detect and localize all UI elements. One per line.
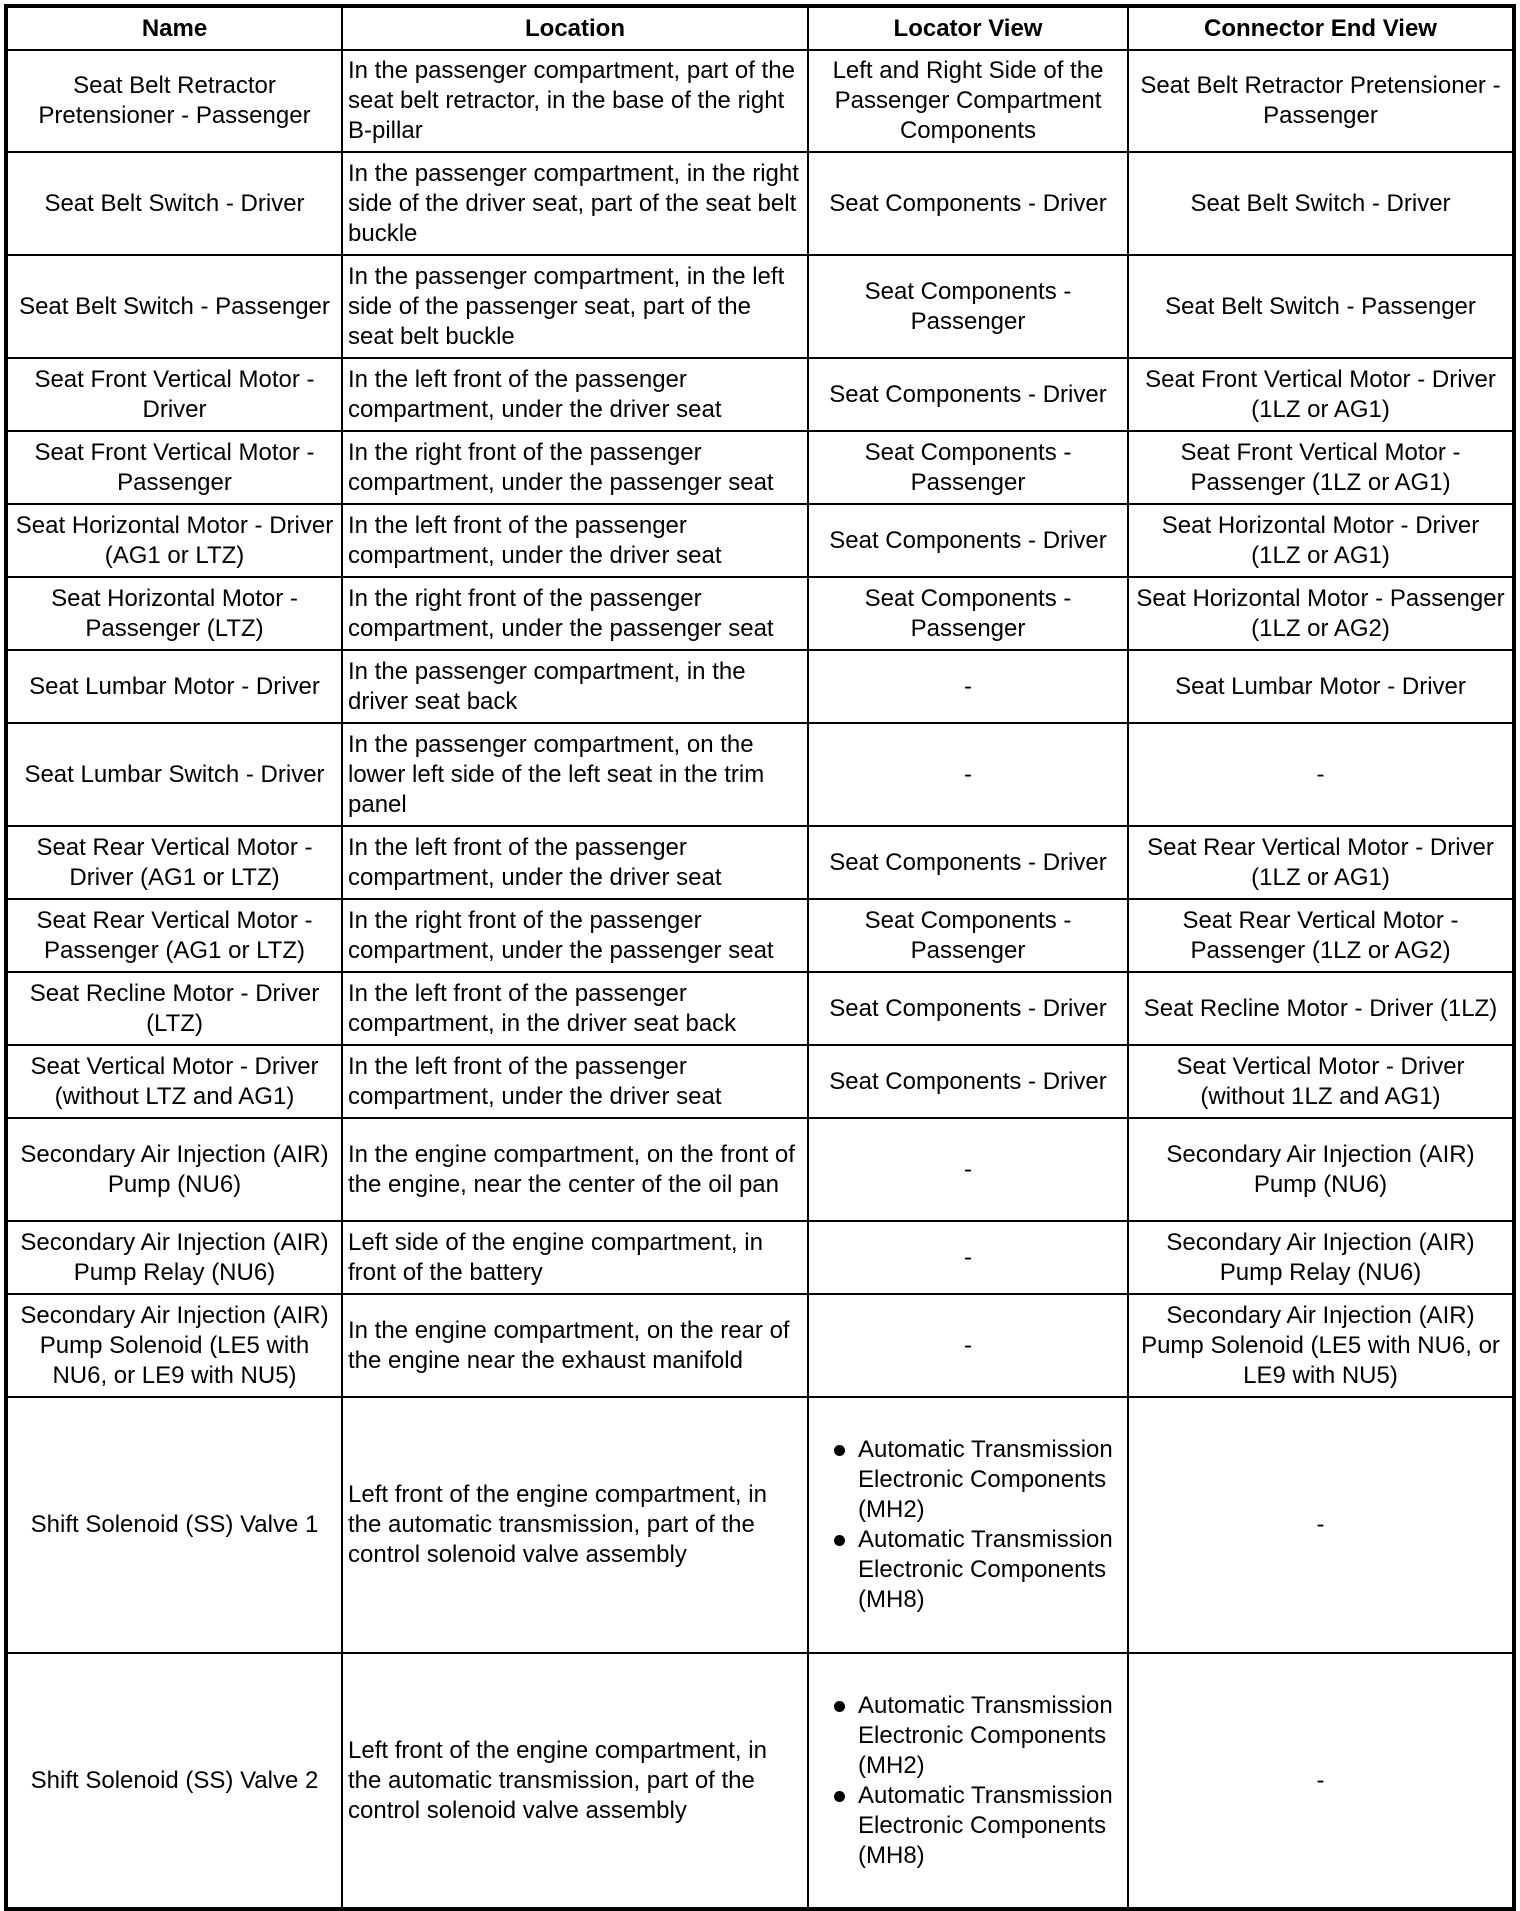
cell-connector-end-view: Seat Horizontal Motor - Passenger (1LZ or AG2)	[1128, 577, 1514, 650]
cell-location: Left front of the engine compartment, in the automatic transmission, part of the control solenoid valve assembly	[342, 1397, 808, 1653]
cell-name: Seat Rear Vertical Motor - Passenger (AG1 or LTZ)	[6, 899, 342, 972]
header-name: Name	[6, 6, 342, 50]
header-connector-end-view: Connector End View	[1128, 6, 1514, 50]
table-row	[6, 899, 1514, 972]
table-row	[6, 1221, 1514, 1294]
cell-name: Seat Lumbar Switch - Driver	[6, 723, 342, 826]
table-row	[6, 1294, 1514, 1397]
table-row	[6, 152, 1514, 255]
table-row	[6, 358, 1514, 431]
cell-name: Seat Recline Motor - Driver (LTZ)	[6, 972, 342, 1045]
cell-connector-end-view: Seat Front Vertical Motor - Driver (1LZ or AG1)	[1128, 358, 1514, 431]
cell-connector-end-view: -	[1128, 1653, 1514, 1909]
cell-connector-end-view: Seat Recline Motor - Driver (1LZ)	[1128, 972, 1514, 1045]
list-item: Automatic Transmission Electronic Components (MH2)	[814, 1435, 1122, 1525]
component-locator-table-wrapper	[4, 4, 1516, 1911]
table-row	[6, 1653, 1514, 1909]
cell-connector-end-view: Secondary Air Injection (AIR) Pump Relay (NU6)	[1128, 1221, 1514, 1294]
table-row	[6, 50, 1514, 152]
cell-name: Seat Horizontal Motor - Driver (AG1 or LTZ)	[6, 504, 342, 577]
cell-name: Seat Front Vertical Motor - Driver	[6, 358, 342, 431]
table-row	[6, 650, 1514, 723]
table-row	[6, 255, 1514, 358]
cell-locator-view: Seat Components - Driver	[808, 972, 1128, 1045]
cell-locator-view: Seat Components - Driver	[808, 1045, 1128, 1118]
cell-name: Secondary Air Injection (AIR) Pump (NU6)	[6, 1118, 342, 1221]
component-locator-table	[4, 4, 1516, 1911]
cell-locator-view: Seat Components - Passenger	[808, 255, 1128, 358]
cell-locator-view: Seat Components - Driver	[808, 152, 1128, 255]
cell-location: In the passenger compartment, on the lower left side of the left seat in the trim panel	[342, 723, 808, 826]
cell-locator-view: -	[808, 1294, 1128, 1397]
cell-locator-view: -	[808, 723, 1128, 826]
table-row	[6, 1397, 1514, 1653]
cell-location: In the right front of the passenger compartment, under the passenger seat	[342, 431, 808, 504]
cell-connector-end-view: Seat Belt Retractor Pretensioner - Passenger	[1128, 50, 1514, 152]
cell-name: Secondary Air Injection (AIR) Pump Solenoid (LE5 with NU6, or LE9 with NU5)	[6, 1294, 342, 1397]
cell-connector-end-view: Seat Rear Vertical Motor - Passenger (1LZ or AG2)	[1128, 899, 1514, 972]
cell-connector-end-view: -	[1128, 1397, 1514, 1653]
cell-name: Seat Front Vertical Motor - Passenger	[6, 431, 342, 504]
locator-view-list	[814, 1435, 1122, 1615]
cell-locator-view	[808, 1653, 1128, 1909]
cell-location: Left side of the engine compartment, in front of the battery	[342, 1221, 808, 1294]
cell-location: Left front of the engine compartment, in the automatic transmission, part of the control solenoid valve assembly	[342, 1653, 808, 1909]
cell-name: Seat Rear Vertical Motor - Driver (AG1 or LTZ)	[6, 826, 342, 899]
cell-name: Seat Lumbar Motor - Driver	[6, 650, 342, 723]
cell-name: Shift Solenoid (SS) Valve 2	[6, 1653, 342, 1909]
cell-location: In the left front of the passenger compartment, under the driver seat	[342, 826, 808, 899]
cell-locator-view: Left and Right Side of the Passenger Compartment Components	[808, 50, 1128, 152]
cell-location: In the left front of the passenger compartment, under the driver seat	[342, 504, 808, 577]
cell-location: In the left front of the passenger compartment, under the driver seat	[342, 358, 808, 431]
cell-location: In the passenger compartment, in the left side of the passenger seat, part of the seat belt buckle	[342, 255, 808, 358]
table-row	[6, 504, 1514, 577]
cell-connector-end-view: Seat Belt Switch - Driver	[1128, 152, 1514, 255]
cell-connector-end-view: Secondary Air Injection (AIR) Pump Solenoid (LE5 with NU6, or LE9 with NU5)	[1128, 1294, 1514, 1397]
locator-view-list	[814, 1691, 1122, 1871]
cell-connector-end-view: Seat Belt Switch - Passenger	[1128, 255, 1514, 358]
cell-locator-view	[808, 1397, 1128, 1653]
cell-location: In the engine compartment, on the front of the engine, near the center of the oil pan	[342, 1118, 808, 1221]
cell-name: Seat Belt Switch - Passenger	[6, 255, 342, 358]
cell-location: In the left front of the passenger compartment, in the driver seat back	[342, 972, 808, 1045]
cell-connector-end-view: Seat Horizontal Motor - Driver (1LZ or AG1)	[1128, 504, 1514, 577]
cell-connector-end-view: Secondary Air Injection (AIR) Pump (NU6)	[1128, 1118, 1514, 1221]
table-row	[6, 1118, 1514, 1221]
cell-locator-view: Seat Components - Passenger	[808, 431, 1128, 504]
cell-name: Seat Vertical Motor - Driver (without LTZ and AG1)	[6, 1045, 342, 1118]
cell-connector-end-view: Seat Rear Vertical Motor - Driver (1LZ or AG1)	[1128, 826, 1514, 899]
list-item: Automatic Transmission Electronic Components (MH8)	[814, 1781, 1122, 1871]
cell-name: Seat Belt Retractor Pretensioner - Passenger	[6, 50, 342, 152]
cell-connector-end-view: Seat Front Vertical Motor - Passenger (1LZ or AG1)	[1128, 431, 1514, 504]
cell-connector-end-view: -	[1128, 723, 1514, 826]
table-row	[6, 972, 1514, 1045]
table-row	[6, 723, 1514, 826]
cell-name: Seat Belt Switch - Driver	[6, 152, 342, 255]
cell-connector-end-view: Seat Lumbar Motor - Driver	[1128, 650, 1514, 723]
cell-locator-view: Seat Components - Passenger	[808, 899, 1128, 972]
cell-locator-view: -	[808, 1221, 1128, 1294]
cell-connector-end-view: Seat Vertical Motor - Driver (without 1LZ and AG1)	[1128, 1045, 1514, 1118]
list-item: Automatic Transmission Electronic Components (MH2)	[814, 1691, 1122, 1781]
cell-name: Seat Horizontal Motor - Passenger (LTZ)	[6, 577, 342, 650]
cell-location: In the passenger compartment, part of the seat belt retractor, in the base of the right B-pillar	[342, 50, 808, 152]
cell-locator-view: Seat Components - Driver	[808, 358, 1128, 431]
header-location: Location	[342, 6, 808, 50]
cell-location: In the passenger compartment, in the right side of the driver seat, part of the seat belt buckle	[342, 152, 808, 255]
table-row	[6, 1045, 1514, 1118]
cell-locator-view: -	[808, 650, 1128, 723]
table-row	[6, 826, 1514, 899]
cell-location: In the passenger compartment, in the driver seat back	[342, 650, 808, 723]
list-item: Automatic Transmission Electronic Components (MH8)	[814, 1525, 1122, 1615]
cell-location: In the engine compartment, on the rear of the engine near the exhaust manifold	[342, 1294, 808, 1397]
cell-locator-view: Seat Components - Passenger	[808, 577, 1128, 650]
cell-location: In the right front of the passenger compartment, under the passenger seat	[342, 577, 808, 650]
cell-locator-view: Seat Components - Driver	[808, 504, 1128, 577]
header-row	[6, 6, 1514, 50]
cell-locator-view: Seat Components - Driver	[808, 826, 1128, 899]
cell-name: Secondary Air Injection (AIR) Pump Relay (NU6)	[6, 1221, 342, 1294]
cell-locator-view: -	[808, 1118, 1128, 1221]
header-locator-view: Locator View	[808, 6, 1128, 50]
cell-name: Shift Solenoid (SS) Valve 1	[6, 1397, 342, 1653]
table-row	[6, 431, 1514, 504]
cell-location: In the left front of the passenger compartment, under the driver seat	[342, 1045, 808, 1118]
table-row	[6, 577, 1514, 650]
cell-location: In the right front of the passenger compartment, under the passenger seat	[342, 899, 808, 972]
